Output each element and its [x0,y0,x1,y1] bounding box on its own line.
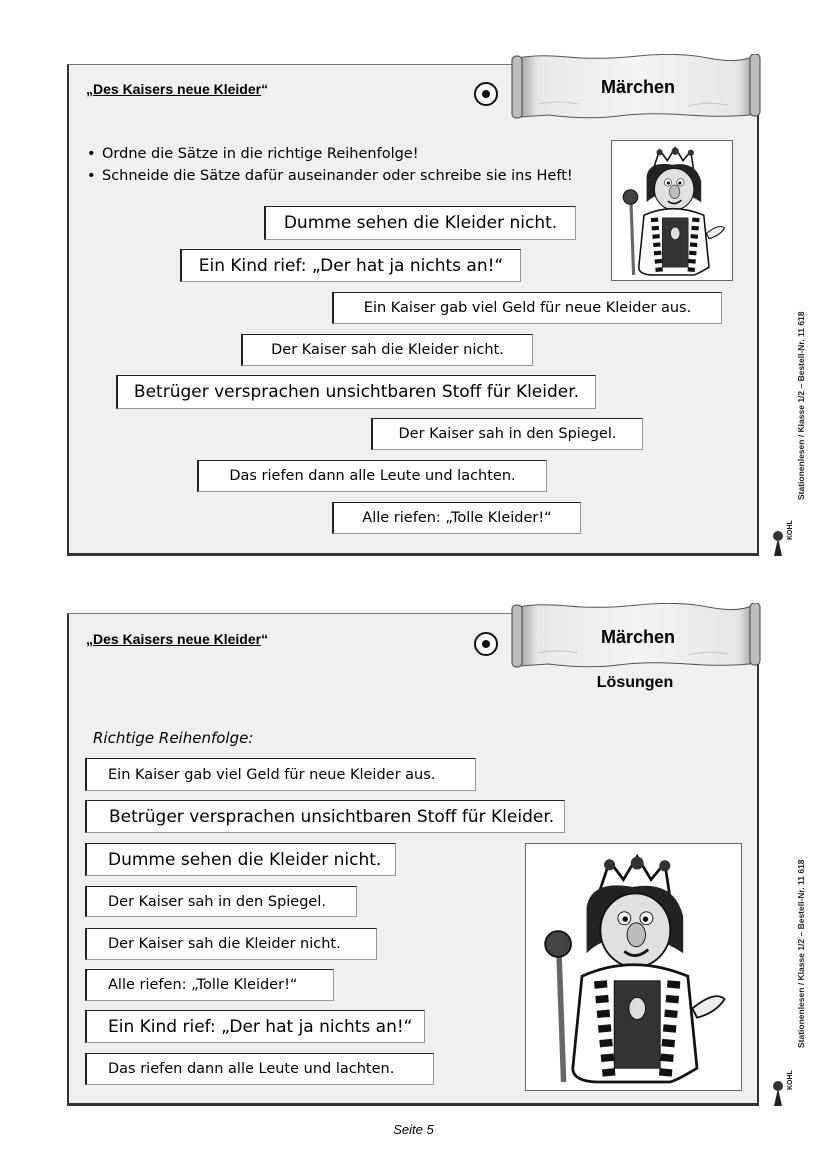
king-picture [525,843,742,1091]
instruction-item: • Schneide die Sätze dafür auseinander oder schreibe sie ins Heft! [87,165,607,187]
sentence-strip: Das riefen dann alle Leute und lachten. [85,1053,434,1085]
sentence-strip[interactable]: Das riefen dann alle Leute und lachten. [197,460,547,492]
sentence-strip: Dumme sehen die Kleider nicht. [85,843,396,876]
sentence-strip: Ein Kaiser gab viel Geld für neue Kleider aus. [85,758,476,791]
instructions [87,143,607,187]
sentence-strip[interactable]: Alle riefen: „Tolle Kleider!“ [332,502,581,534]
page-number: Seite 5 [393,1122,434,1137]
logo-text: KOHL [787,1070,794,1090]
king-picture [611,140,733,281]
sentence-strip[interactable]: Der Kaiser sah die Kleider nicht. [241,334,533,366]
logo-text: KOHL [787,520,794,540]
category-label: Märchen [600,627,676,647]
card-title: „Des Kaisers neue Kleider“ [86,81,269,97]
card-title: „Des Kaisers neue Kleider“ [86,631,269,647]
sentence-strip[interactable]: Ein Kind rief: „Der hat ja nichts an!“ [180,249,521,282]
solutions-label: Lösungen [596,674,674,691]
king-illustration [526,844,741,1090]
sentence-strip[interactable]: Betrüger versprachen unsichtbaren Stoff für Kleider. [116,375,596,409]
order-label: Richtige Reihenfolge: [93,729,254,747]
sentence-strip: Alle riefen: „Tolle Kleider!“ [85,969,334,1001]
side-publisher-note: Stationenlesen / Klasse 1/2 – Bestell-Nr. 11 618 [796,859,806,1048]
sentence-strip: Betrüger versprachen unsichtbaren Stoff für Kleider. [85,800,565,833]
sentence-strip: Ein Kind rief: „Der hat ja nichts an!“ [85,1010,425,1043]
king-illustration [612,141,732,280]
instruction-item: • Ordne die Sätze in die richtige Reihenfolge! [87,143,607,165]
sentence-strip: Der Kaiser sah die Kleider nicht. [85,928,377,960]
sentence-strip[interactable]: Dumme sehen die Kleider nicht. [264,206,576,240]
side-publisher-note: Stationenlesen / Klasse 1/2 – Bestell-Nr. 11 618 [796,311,806,500]
category-label: Märchen [600,77,676,97]
sentence-strip[interactable]: Ein Kaiser gab viel Geld für neue Kleider aus. [332,292,722,324]
kohl-logo [770,1050,800,1108]
kohl-logo [770,500,800,558]
target-icon [474,82,498,106]
sentence-strip[interactable]: Der Kaiser sah in den Spiegel. [371,418,643,450]
target-icon [474,632,498,656]
sentence-strip: Der Kaiser sah in den Spiegel. [85,886,357,917]
